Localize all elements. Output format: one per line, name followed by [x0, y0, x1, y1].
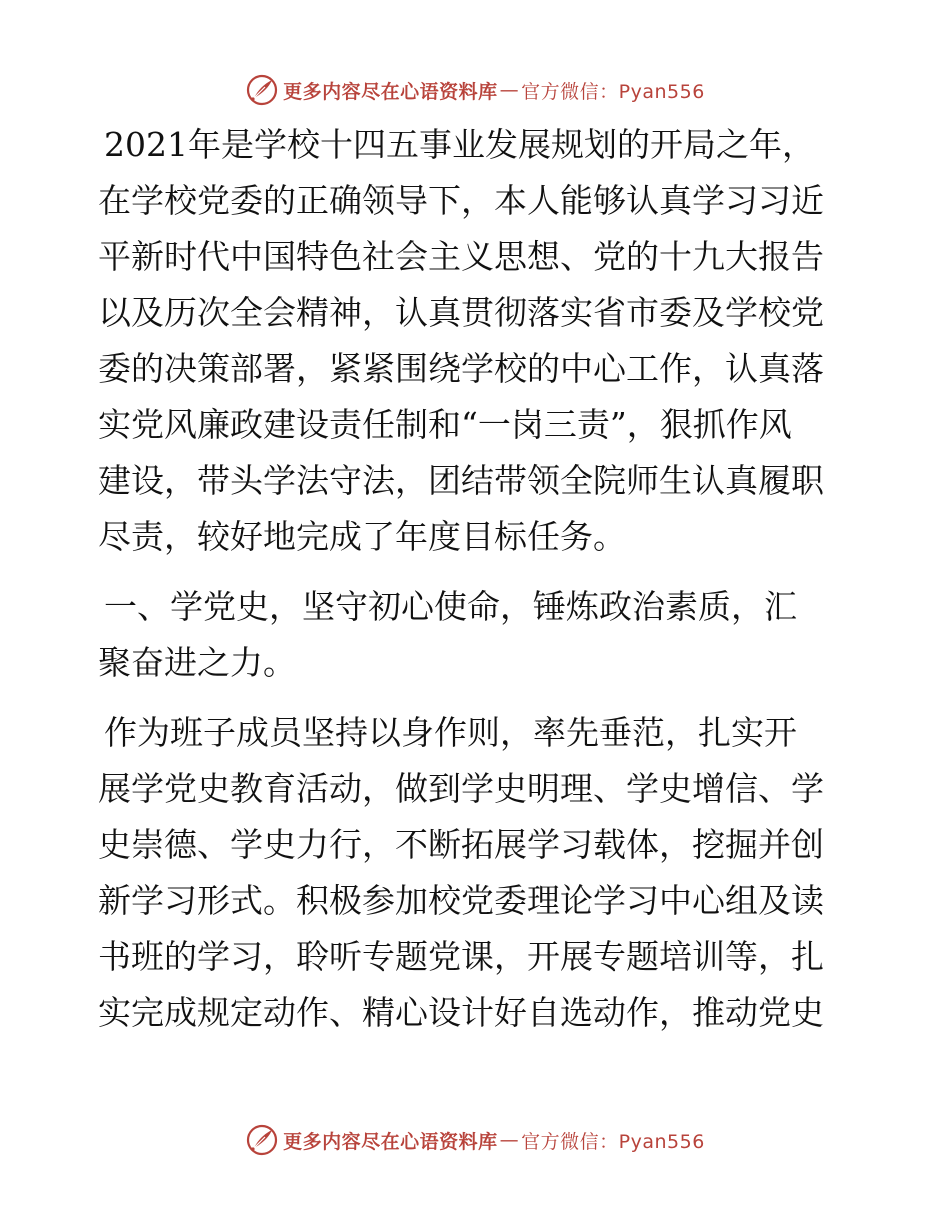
text-line: 委的决策部署，紧紧围绕学校的中心工作，认真落	[98, 349, 824, 388]
paragraph-gap	[98, 565, 858, 579]
heading-line: 聚奋进之力。	[98, 643, 296, 682]
text-line: 实完成规定动作、精心设计好自选动作，推动党史	[98, 993, 824, 1032]
text-line: 实党风廉政建设责任制和“一岗三责”，狠抓作风	[98, 405, 792, 444]
document-body	[98, 117, 858, 1041]
banner-separator: —	[499, 79, 520, 101]
heading-line: 一、学党史，坚守初心使命，锤炼政治素质，汇	[104, 587, 797, 626]
banner-main-text: 更多内容尽在心语资料库	[283, 1130, 498, 1153]
text-line: 新学习形式。积极参加校党委理论学习中心组及读	[98, 881, 824, 920]
text-line: 2021年是学校十四五事业发展规划的开局之年，	[104, 125, 815, 164]
text-line: 以及历次全会精神，认真贯彻落实省市委及学校党	[98, 293, 824, 332]
banner-suffix-text: 官方微信：Pyan556	[521, 80, 705, 103]
section-heading-one	[98, 579, 858, 691]
text-line: 史崇德、学史力行，不断拓展学习载体，挖掘并创	[98, 825, 824, 864]
banner-suffix-text: 官方微信：Pyan556	[521, 1130, 705, 1153]
paragraph-gap	[98, 691, 858, 705]
banner-separator: —	[499, 1129, 520, 1151]
banner-main-text: 更多内容尽在心语资料库	[283, 80, 498, 103]
text-line: 作为班子成员坚持以身作则，率先垂范，扎实开	[104, 713, 797, 752]
text-line: 书班的学习，聆听专题党课，开展专题培训等，扎	[98, 937, 824, 976]
feather-pen-logo-icon	[245, 73, 279, 107]
feather-pen-logo-icon	[245, 1123, 279, 1157]
text-line: 尽责，较好地完成了年度目标任务。	[98, 517, 626, 556]
text-line: 平新时代中国特色社会主义思想、党的十九大报告	[98, 237, 824, 276]
text-line: 在学校党委的正确领导下，本人能够认真学习习近	[98, 181, 824, 220]
footer-watermark-banner	[0, 1118, 950, 1162]
header-watermark-banner	[0, 68, 950, 112]
paragraph-intro	[98, 117, 858, 565]
text-line: 建设，带头学法守法，团结带领全院师生认真履职	[98, 461, 824, 500]
paragraph-party-history	[98, 705, 858, 1041]
text-line: 展学党史教育活动，做到学史明理、学史增信、学	[98, 769, 824, 808]
